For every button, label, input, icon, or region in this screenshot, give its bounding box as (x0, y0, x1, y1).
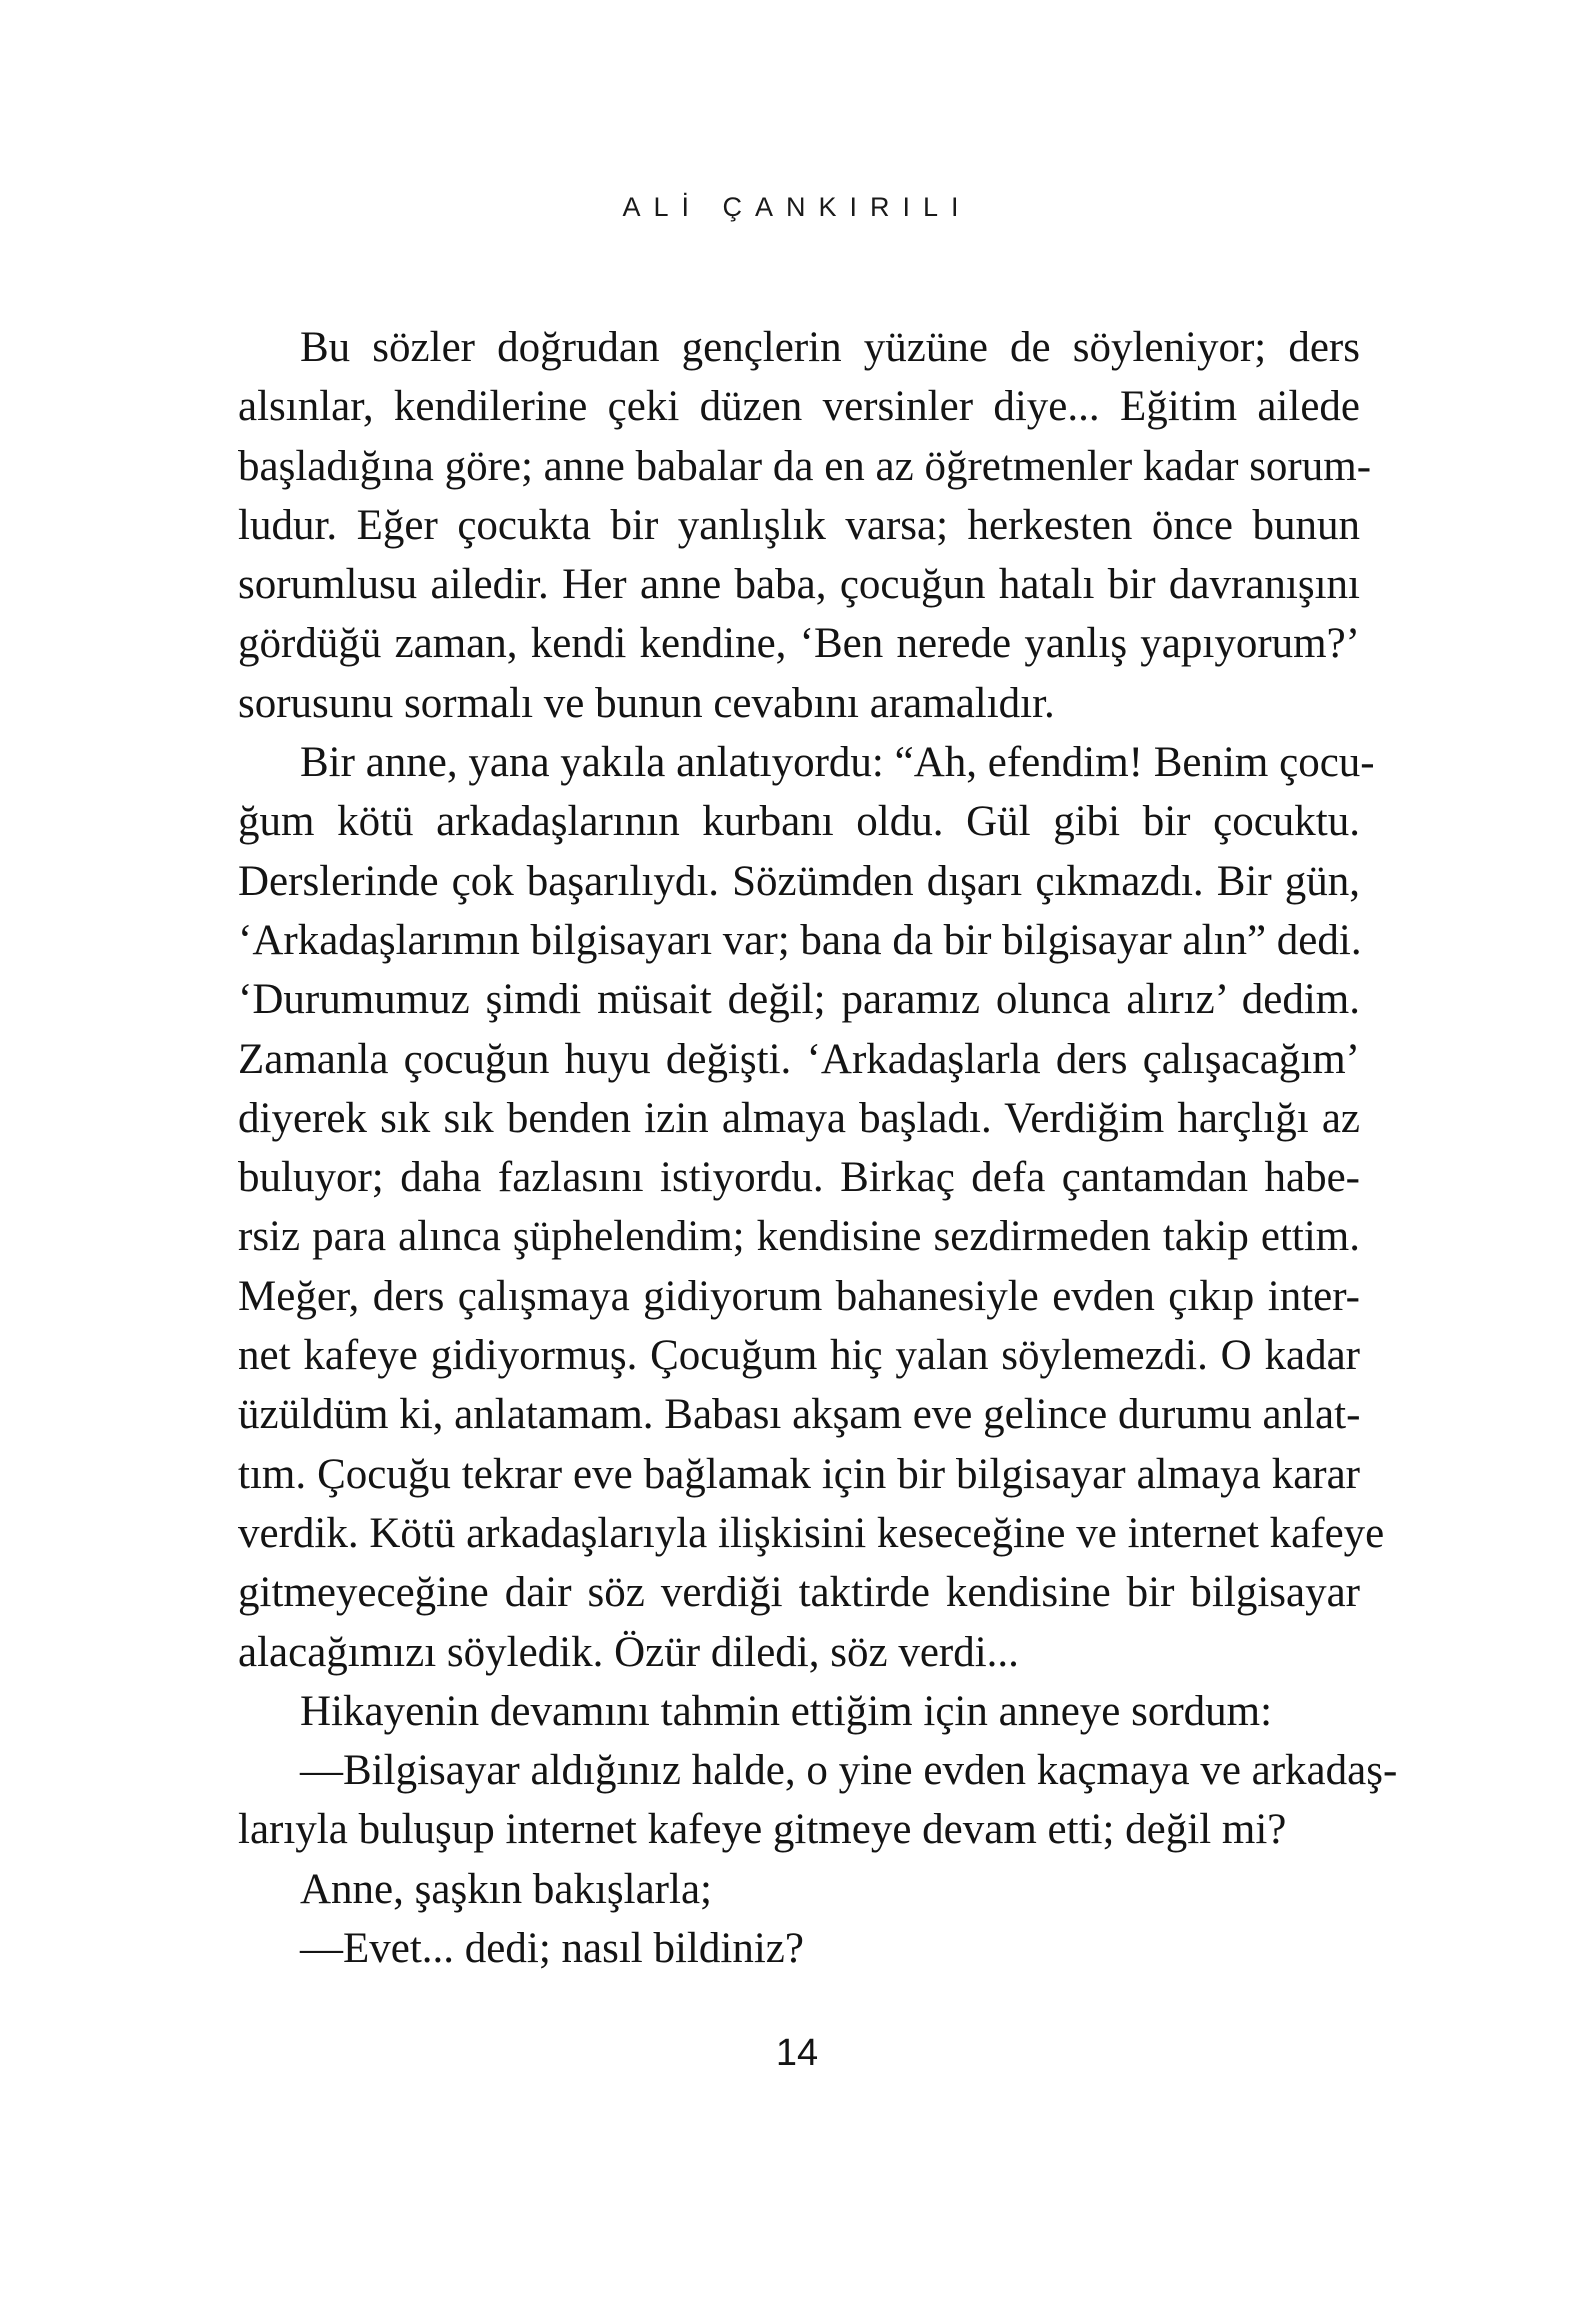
text-line: Bu sözler doğrudan gençlerin yüzüne de söyleniyor; ders (300, 324, 1360, 371)
text-line: başladığına göre; anne babalar da en az öğretmenler kadar sorum- (238, 442, 1372, 490)
text-line: larıyla buluşup internet kafeye gitmeye devam etti; değil mi? (238, 1806, 1287, 1854)
text-line: Derslerinde çok başarılıydı. Sözümden dışarı çıkmazdı. Bir gün, (238, 857, 1360, 905)
text-line: Hikayenin devamını tahmin ettiğim için anneye sordum: (300, 1687, 1273, 1735)
text-line: gitmeyeceğine dair söz verdiği taktirde kendisine bir bilgisayar (238, 1569, 1360, 1617)
text-line: alacağımızı söyledik. Özür diledi, söz verdi... (238, 1628, 1019, 1676)
text-line: Bir anne, yana yakıla anlatıyordu: “Ah, efendim! Benim çocu- (300, 739, 1375, 787)
text-line: —Bilgisayar aldığınız halde, o yine evden kaçmaya ve arkadaş- (300, 1747, 1398, 1795)
text-line: net kafeye gidiyormuş. Çocuğum hiç yalan söylemezdi. O kadar (238, 1332, 1360, 1380)
text-line: rsiz para alınca şüphelendim; kendisine sezdirmeden takip ettim. (238, 1213, 1360, 1261)
text-line: verdik. Kötü arkadaşlarıyla ilişkisini keseceğine ve internet kafeye (238, 1509, 1385, 1557)
text-line: sorusunu sormalı ve bunun cevabını aramalıdır. (238, 679, 1055, 727)
text-line: sorumlusu ailedir. Her anne baba, çocuğun hatalı bir davranışını (238, 561, 1360, 609)
text-line: alsınlar, kendilerine çeki düzen versinler diye... Eğitim ailede (238, 383, 1360, 431)
text-line: ‘Arkadaşlarımın bilgisayarı var; bana da bir bilgisayar alın” dedi. (238, 916, 1362, 964)
running-head: ALİ ÇANKIRILI (622, 192, 972, 222)
text-line: —Evet... dedi; nasıl bildiniz? (300, 1925, 804, 1973)
text-line: ğum kötü arkadaşlarının kurbanı oldu. Gül gibi bir çocuktu. (238, 798, 1360, 846)
text-line: ‘Durumumuz şimdi müsait değil; paramız olunca alırız’ dedim. (238, 976, 1360, 1024)
text-line: gördüğü zaman, kendi kendine, ‘Ben nerede yanlış yapıyorum?’ (238, 620, 1360, 668)
text-line: buluyor; daha fazlasını istiyordu. Birkaç defa çantamdan habe- (238, 1154, 1360, 1202)
text-line: tım. Çocuğu tekrar eve bağlamak için bir bilgisayar almaya karar (238, 1450, 1360, 1498)
text-line: Meğer, ders çalışmaya gidiyorum bahanesiyle evden çıkıp inter- (238, 1272, 1360, 1320)
text-line: Zamanla çocuğun huyu değişti. ‘Arkadaşlarla ders çalışacağım’ (238, 1035, 1360, 1083)
text-line: ludur. Eğer çocukta bir yanlışlık varsa; herkesten önce bunun (238, 501, 1360, 549)
text-line: diyerek sık sık benden izin almaya başladı. Verdiğim harçlığı az (238, 1094, 1360, 1142)
page-number: 14 (775, 2032, 819, 2074)
body-text (238, 318, 1398, 1978)
text-line: üzüldüm ki, anlatamam. Babası akşam eve gelince durumu anlat- (238, 1391, 1361, 1439)
text-line: Anne, şaşkın bakışlarla; (300, 1865, 712, 1913)
